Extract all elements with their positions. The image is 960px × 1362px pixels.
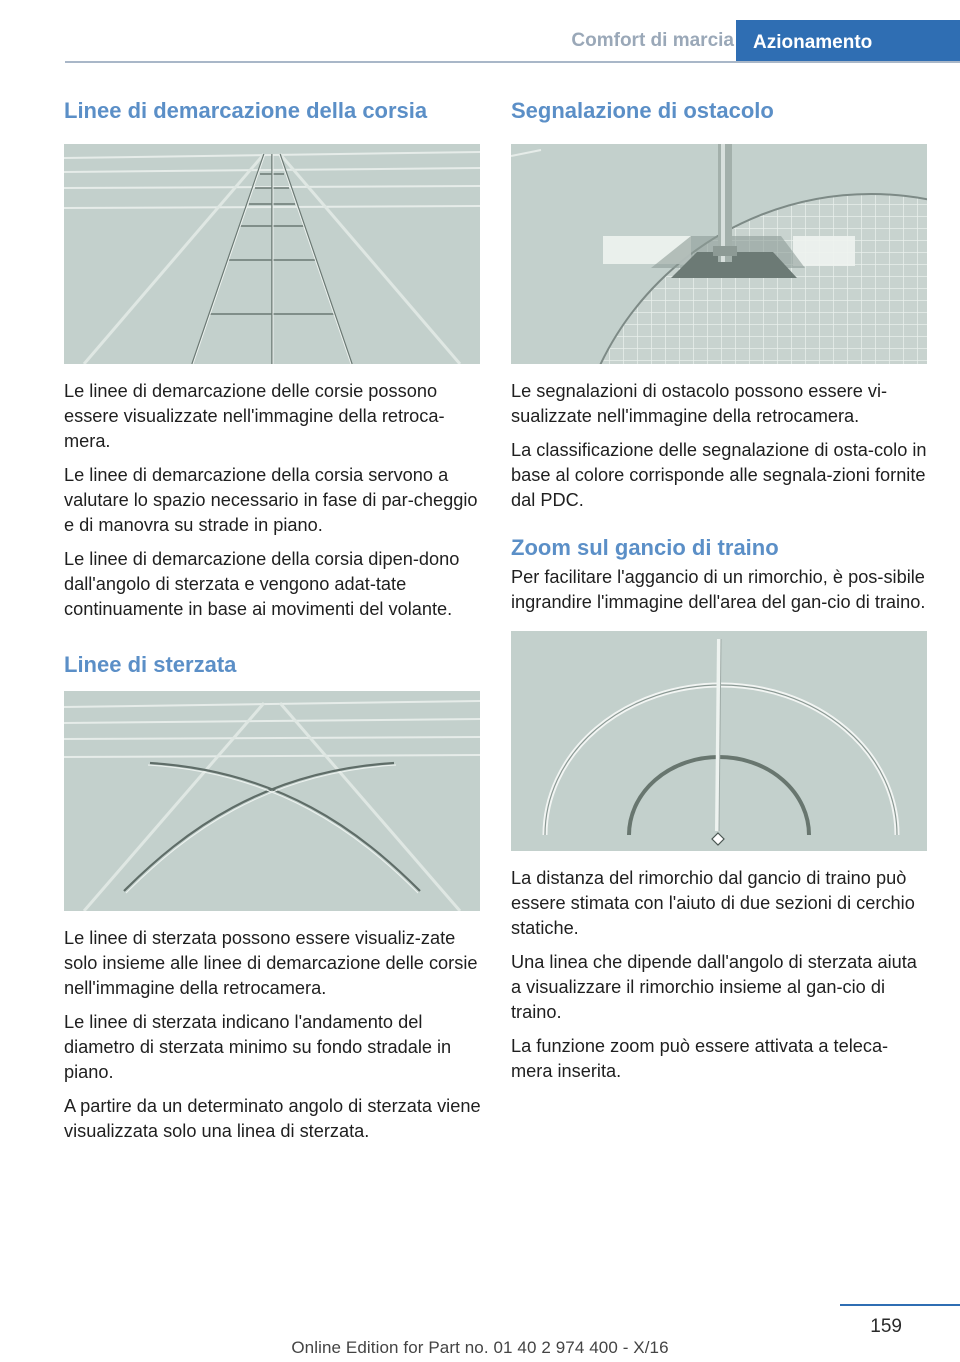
- lane-lines-figure: [64, 144, 480, 364]
- lane-lines-paragraph-2: Le linee di demarcazione della corsia servono a valutare lo spazio necessario in fase di par-cheggio e di manovra su strade in piano.: [64, 465, 478, 535]
- section-tab[interactable]: Comfort di marcia: [571, 30, 734, 51]
- zoom-heading: Zoom sul gancio di traino: [511, 535, 779, 560]
- page-header: [0, 0, 960, 64]
- lane-lines-heading: Linee di demarcazione della corsia: [64, 98, 428, 123]
- zoom-paragraph-3: Una linea che dipende dall'angolo di sterzata aiuta a visualizzare il rimorchio insieme al gan-cio di traino.: [511, 952, 917, 1022]
- zoom-paragraph-4: La funzione zoom può essere attivata a teleca-mera inserita.: [511, 1036, 889, 1081]
- active-chapter-tab[interactable]: Azionamento: [736, 20, 960, 63]
- zoom-paragraph-2: La distanza del rimorchio dal gancio di traino può essere stimata con l'aiuto di due sezioni di cerchio statiche.: [511, 868, 915, 938]
- edition-footer: Online Edition for Part no. 01 40 2 974 400 - X/16: [291, 1338, 669, 1357]
- lane-lines-paragraph-1: Le linee di demarcazione delle corsie possono essere visualizzate nell'immagine della retroca-mera.: [64, 381, 445, 451]
- page-number: 159: [870, 1316, 902, 1337]
- steering-lines-figure: [64, 691, 480, 911]
- steering-lines-paragraph-2: Le linee di sterzata indicano l'andamento del diametro di sterzata minimo su fondo stradale in piano.: [64, 1012, 452, 1082]
- obstacle-illustration: [511, 144, 927, 364]
- obstacle-paragraph-2: La classificazione delle segnalazione di osta-colo in base al colore corrisponde alle segnala-zioni fornite dal PDC.: [511, 440, 927, 510]
- steering-lines-illustration: [64, 691, 480, 911]
- hitch-zoom-illustration: [511, 631, 927, 851]
- steering-lines-heading: Linee di sterzata: [64, 652, 237, 677]
- obstacle-heading: Segnalazione di ostacolo: [511, 98, 774, 123]
- obstacle-paragraph-1: Le segnalazioni di ostacolo possono essere vi-sualizzate nell'immagine della retrocamera.: [511, 381, 888, 426]
- zoom-paragraph-1: Per facilitare l'aggancio di un rimorchio, è pos-sibile ingrandire l'immagine dell'area del gan-cio di traino.: [511, 567, 926, 612]
- right-column: [511, 98, 929, 1093]
- header-rule: [65, 61, 960, 63]
- left-column: [64, 98, 482, 1153]
- lane-lines-paragraph-3: Le linee di demarcazione della corsia dipen-dono dall'angolo di sterzata e vengono adat-tate continuamente in base ai movimenti del volante.: [64, 549, 460, 619]
- obstacle-figure: [511, 144, 927, 364]
- lane-lines-illustration: [64, 144, 480, 364]
- footer-rule: [840, 1304, 960, 1306]
- steering-lines-paragraph-1: Le linee di sterzata possono essere visualiz-zate solo insieme alle linee di demarcazione delle corsie nell'immagine della retrocamera.: [64, 928, 478, 998]
- hitch-zoom-figure: [511, 631, 927, 851]
- steering-lines-paragraph-3: A partire da un determinato angolo di sterzata viene visualizzata solo una linea di sterzata.: [64, 1096, 481, 1141]
